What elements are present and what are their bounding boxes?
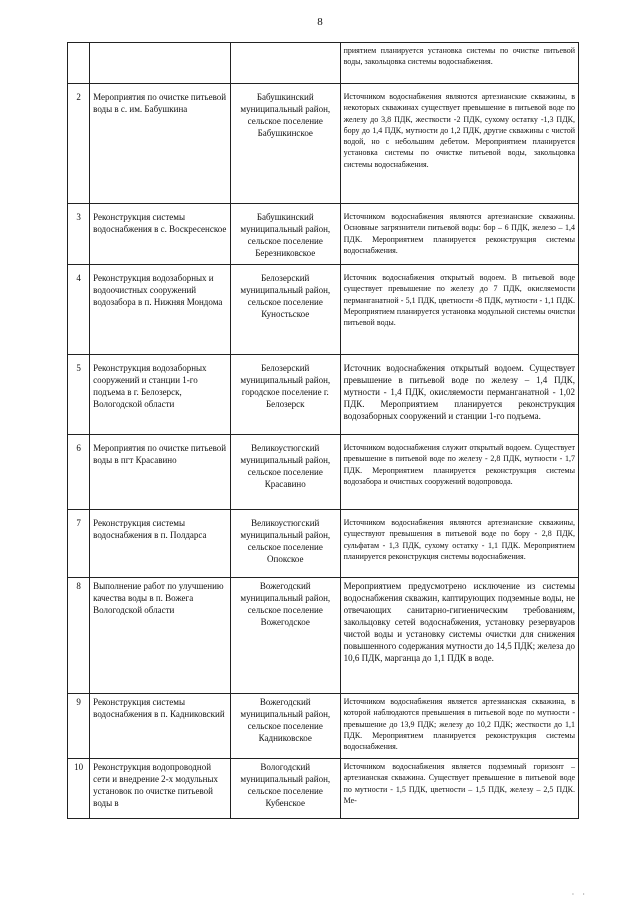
measures-table [67,42,579,819]
row-number: 4 [68,265,90,355]
row-number [68,43,90,84]
measure-title: Реконструкция водозаборных сооружений и станции 1-го подъема в г. Белозерск, Вологодской области [90,355,231,435]
municipality: Великоустюгский муниципальный район, сельское поселение Опокское [230,510,340,578]
measure-title: Реконструкция системы водоснабжения в п. Кадниковский [90,694,231,759]
table-row [68,510,579,578]
scan-mark: · · [571,890,588,899]
measure-title: Мероприятия по очистке питьевой воды в с. им. Бабушкина [90,84,231,204]
measure-description: Источником водоснабжения служит открытый водоем. Существует превышение в питьевой воде по железу - 2,8 ПДК, мутности - 1,7 ПДК. Мероприятием планируется реконструкция системы водозабора и очистных сооружений водопровода. [340,435,578,510]
row-number: 3 [68,204,90,265]
measure-description: Мероприятием предусмотрено исключение из системы водоснабжения скважин, каптирующих подземные воды, не отвечающих санитарно-гигиеническим требованиям, закольцовку сетей водоснабжения, установку резервуаров чистой воды и установку системы очистки для снижения повышенного содержания мутности до 14,5 ПДК; железа до 10,6 ПДК, марганца до 1,1 ПДК в воде. [340,578,578,694]
table-row [68,265,579,355]
table-row [68,435,579,510]
measure-title [90,43,231,84]
row-number: 2 [68,84,90,204]
measure-description: приятием планируется установка системы по очистке питьевой воды, закольцовка системы водоснабжения. [340,43,578,84]
row-number: 6 [68,435,90,510]
measure-title: Реконструкция водопроводной сети и внедрение 2-х модульных установок по очистке питьевой воды в [90,759,231,819]
measure-title: Реконструкция системы водоснабжения в с. Воскресенское [90,204,231,265]
municipality: Белозерский муниципальный район, городское поселение г. Белозерск [230,355,340,435]
row-number: 7 [68,510,90,578]
row-number: 5 [68,355,90,435]
measure-description: Источником водоснабжения являются артезианские скважины. Основные загрязнители питьевой воды: бор – 6 ПДК, железо – 1,4 ПДК. Мероприятием планируется реконструкция системы водоснабжения. [340,204,578,265]
municipality: Вожегодский муниципальный район, сельское поселение Кадниковское [230,694,340,759]
municipality [230,43,340,84]
page-number: 8 [317,16,323,28]
table-row [68,43,579,84]
table-row [68,759,579,819]
measure-title: Реконструкция системы водоснабжения в п. Полдарса [90,510,231,578]
measure-title: Реконструкция водозаборных и водоочистных сооружений водозабора в п. Нижняя Мондома [90,265,231,355]
row-number: 9 [68,694,90,759]
measure-description: Источником водоснабжения является артезианская скважина, в которой наблюдаются превышения в питьевой воде по мутности - превышение до 13,9 ПДК; железу до 10,2 ПДК; жесткости до 1,1 ПДК. Мероприятием планируется реконструкция системы водоснабжения. [340,694,578,759]
row-number: 8 [68,578,90,694]
table-row [68,204,579,265]
row-number: 10 [68,759,90,819]
table-row [68,355,579,435]
measure-title: Выполнение работ по улучшению качества воды в п. Вожега Вологодской области [90,578,231,694]
table-row [68,84,579,204]
measure-description: Источник водоснабжения открытый водоем. Существует превышение в питьевой воде по железу – 1,4 ПДК, мутности - 1,4 ПДК, окисляемости перманганатной - 1,02 ПДК. Мероприятием планируется реконструкция водозаборных сооружений и станции 1-го подъема. [340,355,578,435]
measure-title: Мероприятия по очистке питьевой воды в пгт Красавино [90,435,231,510]
municipality: Бабушкинский муниципальный район, сельское поселение Бабушкинское [230,84,340,204]
table-body [68,43,579,819]
table-row [68,578,579,694]
table-row [68,694,579,759]
measure-description: Источником водоснабжения являются артезианские скважины, существуют превышения в питьевой воде по бору - 2,8 ПДК, сульфатам - 1,3 ПДК, сухому остатку - 1,1 ПДК. Мероприятием планируется реконструкция системы водоснабжения. [340,510,578,578]
measure-description: Источник водоснабжения открытый водоем. В питьевой воде существует превышение по железу до 7 ПДК, окисляемости перманганатной - 5,1 ПДК, цветности -8 ПДК, мутности - 1,1 ПДК. Мероприятием планируется установка модульной системы очистки питьевой воды. [340,265,578,355]
municipality: Белозерский муниципальный район, сельское поселение Куностьское [230,265,340,355]
municipality: Вожегодский муниципальный район, сельское поселение Вожегодское [230,578,340,694]
measure-description: Источником водоснабжения является подземный горизонт – артезианская скважина. Существует превышение в питьевой воде по мутности - 1,5 ПДК, цветности – 1,5 ПДК, железу – 2,5 ПДК. Ме- [340,759,578,819]
measure-description: Источником водоснабжения являются артезианские скважины, в некоторых скважинах существует превышение в питьевой воде по железу до 3,8 ПДК, жесткости -2 ПДК, сухому остатку -1,3 ПДК, бору до 1,4 ПДК, мутности до 1,2 ПДК, другие скважины с чистой водой, но с небольшим дебетом. Мероприятием планируется установка системы по очистке питьевой воды, закольцовка системы водоснабжения. [340,84,578,204]
municipality: Вологодский муниципальный район, сельское поселение Кубенское [230,759,340,819]
municipality: Бабушкинский муниципальный район, сельское поселение Березниковское [230,204,340,265]
municipality: Великоустюгский муниципальный район, сельское поселение Красавино [230,435,340,510]
